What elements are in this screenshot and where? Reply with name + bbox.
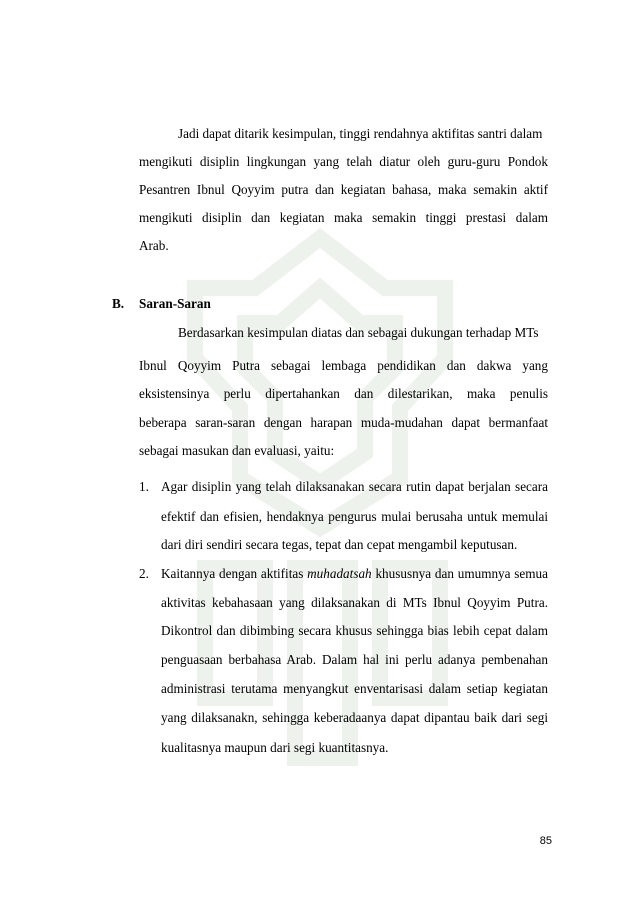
section-marker: B. — [112, 296, 125, 311]
list-item-line: aktivitas kebahasaan yang dilaksanakan di MTs Ibnul Qoyyim Putra. — [161, 595, 548, 610]
paragraph-line: Ibnul Qoyyim Putra sebagai lembaga pendidikan dan dakwa yang — [139, 358, 548, 373]
list-item-text: khususnya dan umumnya semua — [371, 566, 548, 581]
list-item-number: 1. — [139, 479, 149, 494]
paragraph-line: Berdasarkan kesimpulan diatas dan sebagai dukungan terhadap MTs — [178, 325, 539, 340]
list-item-line — [161, 564, 548, 584]
page-number: 85 — [539, 835, 552, 847]
paragraph-line: eksistensinya perlu dipertahankan dan dilestarikan, maka penulis — [139, 386, 548, 401]
paragraph-line: Jadi dapat ditarik kesimpulan, tinggi rendahnya aktifitas santri dalam — [178, 126, 543, 141]
list-item-line: administrasi terutama menyangkut enventarisasi dalam setiap kegiatan — [161, 681, 548, 696]
paragraph-line: sebagai masukan dan evaluasi, yaitu: — [139, 443, 335, 458]
list-item-line: Dikontrol dan dibimbing secara khusus sehingga bias lebih cepat dalam — [161, 623, 548, 638]
section-title: Saran-Saran — [139, 296, 211, 311]
list-item-line: efektif dan efisien, hendaknya pengurus mulai berusaha untuk memulai — [161, 509, 548, 524]
list-item-line: Agar disiplin yang telah dilaksanakan secara rutin dapat berjalan secara — [161, 479, 548, 494]
list-item-text: Kaitannya dengan aktifitas — [161, 566, 308, 581]
paragraph-line: Arab. — [139, 238, 169, 253]
list-item-line: yang dilaksanakn, sehingga keberadaanya dapat dipantau baik dari segi — [161, 710, 548, 725]
list-item-line: kualitasnya maupun dari segi kuantitasnya. — [161, 740, 389, 755]
list-item-line: penguasaan berbahasa Arab. Dalam hal ini perlu adanya pembenahan — [161, 652, 548, 667]
list-item-number: 2. — [139, 566, 149, 581]
paragraph-line: mengikuti disiplin lingkungan yang telah diatur oleh guru-guru Pondok — [139, 154, 548, 169]
list-item-line: dari diri sendiri secara tegas, tepat dan cepat mengambil keputusan. — [161, 537, 518, 552]
paragraph-line: beberapa saran-saran dengan harapan muda-mudahan dapat bermanfaat — [139, 415, 548, 430]
italic-term: muhadatsah — [307, 566, 372, 581]
paragraph-line: mengikuti disiplin dan kegiatan maka semakin tinggi prestasi dalam — [139, 210, 548, 225]
paragraph-line: Pesantren Ibnul Qoyyim putra dan kegiatan bahasa, maka semakin aktif — [139, 182, 548, 197]
